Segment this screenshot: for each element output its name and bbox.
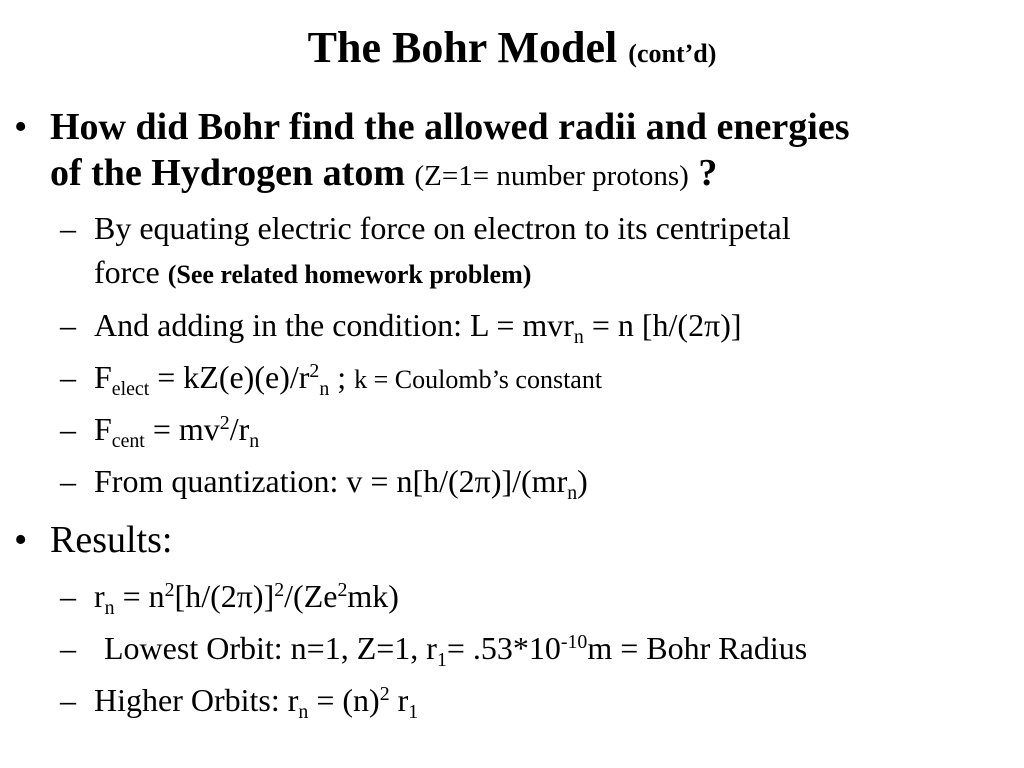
condition-rest: = n [h/(2π)] — [583, 307, 742, 343]
slide-title — [0, 20, 1024, 82]
sub-2-condition — [94, 303, 742, 347]
higher-r: r — [389, 682, 409, 718]
dash-marker: – — [60, 578, 76, 614]
result-higher-orbits — [94, 678, 418, 722]
fcent-sub-n: n — [249, 429, 260, 452]
sub-4-fcent — [94, 407, 259, 451]
fcent-expr: = mv — [144, 411, 220, 447]
fcent-slash: /r — [229, 411, 250, 447]
higher-n: = (n) — [308, 682, 380, 718]
lowest-value: = .53*10 — [446, 630, 561, 666]
sub-1-line-2 — [94, 250, 531, 297]
condition-sub: n — [573, 325, 584, 348]
question-line-2 — [50, 150, 717, 199]
felect-semicolon: ; — [329, 359, 347, 395]
question-mark: ? — [698, 152, 718, 194]
rn-sup2: 2 — [274, 579, 285, 602]
sub-3-felect — [94, 355, 602, 402]
rn-mk: mk) — [347, 578, 399, 614]
bohr-radius-text: m = Bohr Radius — [587, 630, 808, 666]
rn-sub: n — [104, 596, 115, 619]
lowest-exp: -10 — [560, 631, 588, 654]
felect-f: F — [94, 359, 112, 395]
dash-marker: – — [60, 682, 76, 718]
rn-sup3: 2 — [337, 579, 348, 602]
fcent-sub: cent — [111, 429, 145, 452]
dash-marker: – — [60, 210, 76, 246]
quantization-text: From quantization: v = n[h/(2π)]/(mr — [94, 463, 568, 499]
bullet-marker: • — [14, 106, 28, 148]
results-label: Results: — [50, 519, 173, 561]
dash-marker: – — [60, 411, 76, 447]
rn-ze: /(Ze — [284, 578, 338, 614]
condition-text: And adding in the condition: L = mvr — [94, 307, 574, 343]
result-lowest-orbit — [104, 626, 807, 670]
fcent-sup: 2 — [219, 412, 230, 435]
coulomb-note: k = Coulomb’s constant — [354, 365, 603, 394]
homework-note: (See related homework problem) — [167, 260, 532, 289]
dash-marker: – — [60, 307, 76, 343]
higher-sup: 2 — [379, 683, 390, 706]
fcent-f: F — [94, 411, 112, 447]
lowest-text: Lowest Orbit: n=1, Z=1, r — [104, 630, 437, 666]
felect-sub-n: n — [319, 377, 330, 400]
felect-sup: 2 — [309, 360, 320, 383]
question-paren: (Z=1= number protons) — [414, 160, 689, 192]
dash-marker: – — [60, 463, 76, 499]
dash-marker: – — [60, 630, 76, 666]
felect-sub: elect — [111, 377, 150, 400]
higher-text: Higher Orbits: r — [94, 682, 299, 718]
rn-n: = n — [114, 578, 165, 614]
sub-1-line-1: By equating electric force on electron to its centripetal — [94, 210, 791, 246]
bullet-marker: • — [14, 519, 28, 561]
felect-expr: = kZ(e)(e)/r — [149, 359, 310, 395]
quantization-close: ) — [577, 463, 588, 499]
rn-h: [h/(2π)] — [174, 578, 275, 614]
sub-1-force: force — [94, 254, 160, 290]
dash-marker: – — [60, 359, 76, 395]
quantization-sub: n — [567, 481, 578, 504]
rn-r: r — [94, 578, 105, 614]
lowest-sub: 1 — [436, 648, 447, 671]
sub-5-quantization — [94, 459, 588, 503]
question-bold-text: of the Hydrogen atom — [50, 152, 405, 194]
title-main: The Bohr Model — [307, 23, 618, 72]
title-contd: (cont’d) — [628, 39, 717, 68]
rn-sup1: 2 — [164, 579, 175, 602]
result-radius-formula — [94, 574, 399, 618]
higher-sub: n — [298, 700, 309, 723]
higher-sub-1: 1 — [408, 700, 419, 723]
question-line-1: How did Bohr find the allowed radii and energies — [50, 106, 850, 148]
